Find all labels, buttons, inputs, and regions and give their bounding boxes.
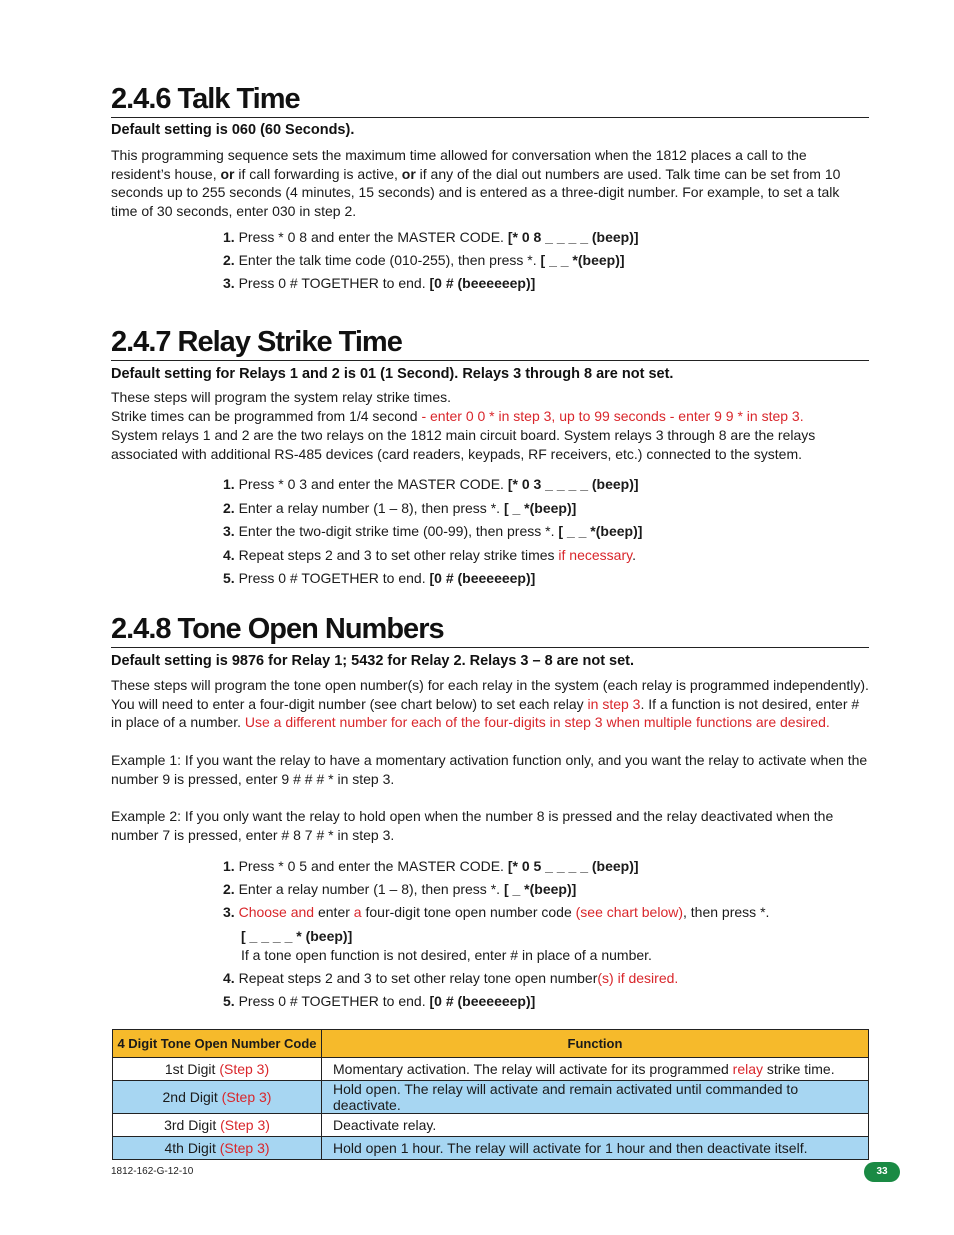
relay-strike-line-2 xyxy=(111,407,869,426)
step-number: 5. xyxy=(223,570,235,586)
tone-open-example-1: Example 1: If you want the relay to have a momentary activation function only, and you want the relay to activate when the number 9 is pressed, enter 9 # # # * in step 3. xyxy=(111,752,868,787)
text: if necessary xyxy=(558,547,633,563)
text: Press xyxy=(234,476,279,492)
page-number-badge: 33 xyxy=(864,1162,900,1182)
text: Enter the two-digit strike time (00-99), then press xyxy=(234,523,546,539)
header-code: 4 Digit Tone Open Number Code xyxy=(113,1030,322,1058)
text: Repeat steps 2 and 3 to set other relay tone open number xyxy=(234,970,598,986)
text: relay xyxy=(732,1061,764,1077)
relay-strike-step-4 xyxy=(223,546,863,564)
text: . xyxy=(550,523,559,539)
step-number: 4. xyxy=(223,970,235,986)
text: This programming sequence sets the maximum time allowed for conversation when the 1812 places a call to the resident’s house, xyxy=(111,147,807,182)
text: - enter 0 0 * in step 3, up to 99 seconds - enter 9 9 * in step 3. xyxy=(421,408,804,424)
tone-open-step-5 xyxy=(223,992,863,1010)
tone-open-step-3-code: [ _ _ _ _ * (beep)] xyxy=(241,928,353,944)
text: (Step 3) xyxy=(219,1140,270,1156)
step-number: 1. xyxy=(223,858,235,874)
section-title-talk-time: 2.4.6 Talk Time xyxy=(111,82,869,118)
key-sequence: [ _ *(beep)] xyxy=(503,881,577,897)
section-title-relay-strike-time: 2.4.7 Relay Strike Time xyxy=(111,325,869,361)
step-number: 1. xyxy=(223,229,235,245)
relay-strike-line-3: System relays 1 and 2 are the two relays on the 1812 main circuit board. System relays 3 through 8 are the relays associated with additional RS-485 devices (card readers, keypads, RF receivers, etc.) connected to the system. xyxy=(111,427,816,462)
text: . xyxy=(532,252,541,268)
step-number: 4. xyxy=(223,547,235,563)
tone-open-step-2 xyxy=(223,880,863,898)
text: 2nd Digit xyxy=(162,1089,222,1105)
relay-strike-step-2 xyxy=(223,499,863,517)
talk-time-default: Default setting is 060 (60 Seconds). xyxy=(111,122,355,138)
talk-time-step-3 xyxy=(223,274,863,292)
key-sequence: [ _ *(beep)] xyxy=(503,500,577,516)
text: 0 5 and enter the MASTER CODE. xyxy=(283,858,508,874)
text: in step 3 xyxy=(587,695,641,712)
tone-open-step-4 xyxy=(223,969,863,987)
relay-strike-step-5 xyxy=(223,569,863,587)
text: Use a different number for each of the four-digits in step 3 when multiple functions are desired. xyxy=(244,714,830,731)
function-cell xyxy=(322,1137,869,1160)
star-key: * xyxy=(278,229,284,245)
star-key: * xyxy=(760,904,766,920)
key-sequence: [ _ _ *(beep)] xyxy=(558,523,643,539)
star-key: * xyxy=(490,500,497,516)
text: Press xyxy=(234,858,279,874)
star-key: * xyxy=(490,881,497,897)
star-key: * xyxy=(545,523,551,539)
table-row xyxy=(113,1114,869,1137)
digit-cell xyxy=(113,1137,322,1160)
text: These steps will program the tone open number(s) for each relay in the system (each relay is programmed independently). You will need to enter a four-digit number (see chart below) to set each relay xyxy=(111,677,869,712)
text: if call forwarding is active, xyxy=(234,165,402,182)
step-number: 3. xyxy=(223,904,235,920)
table-row xyxy=(113,1137,869,1160)
text: Deactivate relay. xyxy=(333,1117,437,1133)
text: Choose and xyxy=(234,904,315,920)
digit-cell xyxy=(113,1081,322,1114)
text: Press 0 # TOGETHER to end. xyxy=(234,570,430,586)
text: a xyxy=(353,904,362,920)
table-header-row xyxy=(113,1030,869,1058)
text: Repeat steps 2 and 3 to set other relay strike times xyxy=(234,547,559,563)
step-number: 2. xyxy=(223,881,235,897)
header-function: Function xyxy=(322,1030,869,1058)
text: . xyxy=(765,904,770,920)
text: , then press xyxy=(683,904,761,920)
relay-strike-line-1: These steps will program the system relay strike times. xyxy=(111,389,451,405)
tone-open-table xyxy=(112,1029,869,1160)
text: Hold open. The relay will activate and remain activated until commanded to deactivate. xyxy=(333,1081,799,1113)
key-sequence: [* 0 3 _ _ _ _ (beep)] xyxy=(507,476,639,492)
step-number: 1. xyxy=(223,476,235,492)
text: Momentary activation. The relay will activate for its programmed xyxy=(333,1061,733,1077)
text: . xyxy=(496,500,504,516)
text: Press 0 # TOGETHER to end. xyxy=(234,275,430,291)
text: . xyxy=(496,881,504,897)
key-sequence: [0 # (beeeeeep)] xyxy=(429,275,536,291)
key-sequence: [0 # (beeeeeep)] xyxy=(429,570,536,586)
function-cell xyxy=(322,1114,869,1137)
tone-open-default: Default setting is 9876 for Relay 1; 5432 for Relay 2. Relays 3 – 8 are not set. xyxy=(111,653,635,669)
text: (Step 3) xyxy=(220,1117,270,1133)
text: or xyxy=(401,165,416,182)
text: 1st Digit xyxy=(164,1061,220,1077)
text: Press xyxy=(234,229,279,245)
text: (s) if desired. xyxy=(597,970,679,986)
function-cell xyxy=(322,1058,869,1081)
text: (see chart below) xyxy=(575,904,684,920)
section-title-tone-open-numbers: 2.4.8 Tone Open Numbers xyxy=(111,612,869,648)
table-row xyxy=(113,1058,869,1081)
digit-cell xyxy=(113,1058,322,1081)
step-number: 2. xyxy=(223,252,235,268)
step-number: 3. xyxy=(223,523,235,539)
key-sequence: [* 0 8 _ _ _ _ (beep)] xyxy=(507,229,639,245)
tone-open-description xyxy=(111,676,869,732)
talk-time-description xyxy=(111,146,869,220)
relay-strike-step-1 xyxy=(223,475,863,493)
text: (Step 3) xyxy=(219,1061,270,1077)
text: enter xyxy=(314,904,354,920)
text: Press 0 # TOGETHER to end. xyxy=(234,993,430,1009)
tone-open-step-1 xyxy=(223,857,863,875)
tone-open-step-3-note: If a tone open function is not desired, enter # in place of a number. xyxy=(241,947,652,963)
text: . xyxy=(632,547,636,563)
text: 0 8 and enter the MASTER CODE. xyxy=(283,229,508,245)
text: if any of the dial out numbers are used. Talk time can be set from 10 seconds up to 255 seconds (4 minutes, 15 seconds) and is entered as a three-digit number. For example, to set a talk time of 30 seconds, enter 030 in step 2. xyxy=(111,165,841,219)
text: Enter a relay number (1 – 8), then press xyxy=(234,881,491,897)
key-sequence: [0 # (beeeeeep)] xyxy=(429,993,536,1009)
text: Hold open 1 hour. The relay will activate for 1 hour and then deactivate itself. xyxy=(333,1140,808,1156)
text: Strike times can be programmed from 1/4 second xyxy=(111,408,422,424)
text: Enter the talk time code (010-255), then press xyxy=(234,252,528,268)
document-code: 1812-162-G-12-10 xyxy=(111,1166,194,1177)
text: (Step 3) xyxy=(221,1089,272,1105)
text: 4th Digit xyxy=(164,1140,220,1156)
step-number: 5. xyxy=(223,993,235,1009)
step-number: 3. xyxy=(223,275,235,291)
text: four-digit tone open number code xyxy=(361,904,576,920)
star-key: * xyxy=(278,476,284,492)
key-sequence: [ _ _ *(beep)] xyxy=(540,252,625,268)
text: 0 3 and enter the MASTER CODE. xyxy=(283,476,508,492)
digit-cell xyxy=(113,1114,322,1137)
key-sequence: [* 0 5 _ _ _ _ (beep)] xyxy=(507,858,639,874)
text: 3rd Digit xyxy=(164,1117,221,1133)
star-key: * xyxy=(278,858,284,874)
text: . If a function is not desired, enter # in place of a number. xyxy=(111,695,860,731)
step-number: 2. xyxy=(223,500,235,516)
table-row xyxy=(113,1081,869,1114)
tone-open-step-3 xyxy=(223,903,863,921)
text: or xyxy=(220,165,235,182)
relay-strike-step-3 xyxy=(223,522,863,540)
function-cell xyxy=(322,1081,869,1114)
talk-time-step-1 xyxy=(223,228,863,246)
star-key: * xyxy=(527,252,533,268)
text: strike time. xyxy=(763,1061,835,1077)
text: Enter a relay number (1 – 8), then press xyxy=(234,500,491,516)
tone-open-example-2: Example 2: If you only want the relay to hold open when the number 8 is pressed and the relay deactivated when the number 7 is pressed, enter # 8 7 # * in step 3. xyxy=(111,808,834,843)
talk-time-step-2 xyxy=(223,251,863,269)
relay-strike-default: Default setting for Relays 1 and 2 is 01 (1 Second). Relays 3 through 8 are not set. xyxy=(111,366,674,382)
